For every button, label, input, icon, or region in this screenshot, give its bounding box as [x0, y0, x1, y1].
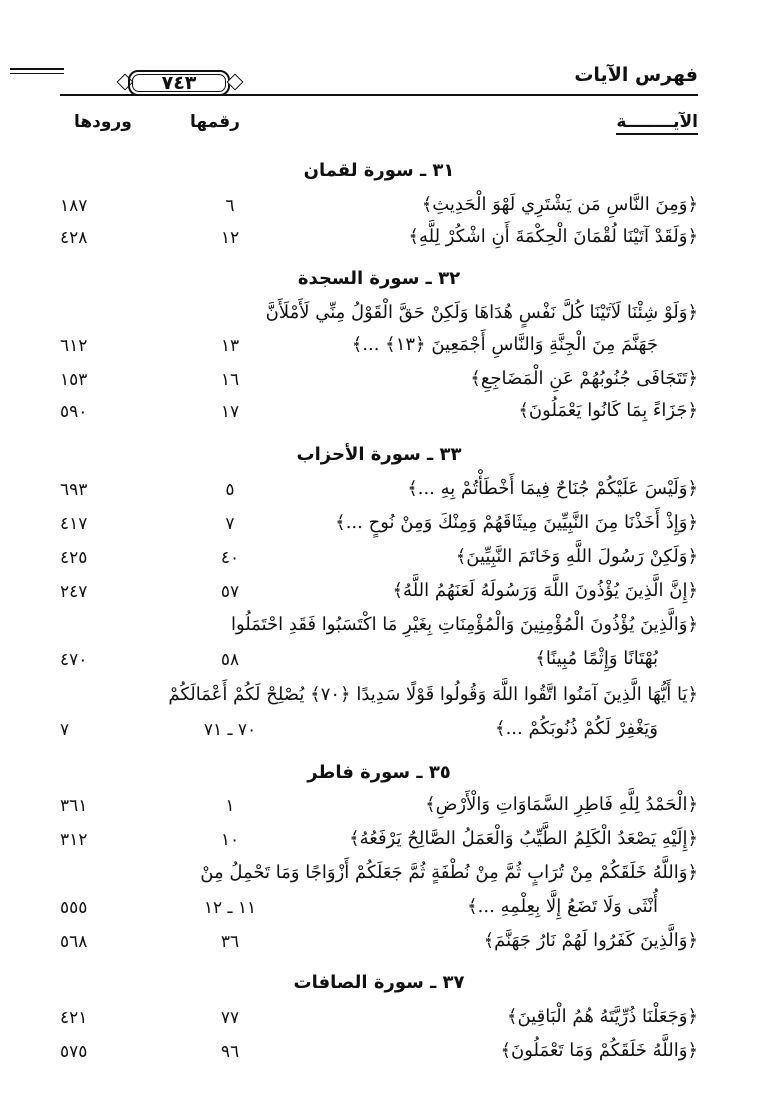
occurrence-page: ٥٩٠ [60, 402, 88, 422]
occurrence-page: ٦٩٣ [60, 480, 88, 500]
verse-number: ٥٧ [220, 582, 240, 602]
verse-text: ﴿وَلَوْ شِئْنَا لَآتَيْنَا كُلَّ نَفْسٍ هُدَاهَا وَلَكِنْ حَقَّ الْقَوْلُ مِنِّي لَأَمْلَأَنَّ [265, 302, 698, 323]
index-row [60, 1006, 698, 1036]
verse-text-continued: بُهْتَانًا وَإِثْمًا مُبِينًا﴾ [535, 648, 658, 669]
index-row [60, 226, 698, 256]
verse-text: ﴿وَمِنَ النَّاسِ مَن يَشْتَرِي لَهْوَ الْحَدِيثِ﴾ [421, 194, 698, 215]
index-row-line1 [60, 614, 698, 644]
index-row-line1 [60, 684, 698, 714]
surah-heading: ٣١ ـ سورة لقمان [303, 160, 455, 181]
occurrence-page: ٣٦١ [60, 796, 88, 816]
header-rule [60, 94, 698, 96]
verse-number: ٤٠ [220, 548, 240, 568]
index-row [60, 334, 698, 364]
verse-text-continued: جَهَنَّمَ مِنَ الْجِنَّةِ وَالنَّاسِ أَجْمَعِينَ ﴿١٣﴾ ...﴾ [351, 334, 658, 355]
verse-number: ٥٨ [220, 650, 240, 670]
verse-number: ٧٠ ـ ٧١ [203, 720, 257, 740]
page-number: ٧٤٣ [161, 72, 197, 94]
index-row [60, 194, 698, 224]
verse-number: ٥ [225, 480, 235, 500]
verse-text: ﴿وَالَّذِينَ يُؤْذُونَ الْمُؤْمِنِينَ وَالْمُؤْمِنَاتِ بِغَيْرِ مَا اكْتَسَبُوا فَقَدِ احْتَمَلُوا [230, 614, 698, 635]
occurrence-page: ١٥٣ [60, 370, 88, 390]
surah-heading: ٣٢ ـ سورة السجدة [297, 268, 461, 289]
index-row [60, 930, 698, 960]
column-head-ayah: الآيــــــــة [618, 112, 698, 132]
verse-number: ١ [225, 796, 235, 816]
occurrence-page: ٥٧٥ [60, 1042, 88, 1062]
verse-text: ﴿الْحَمْدُ لِلَّهِ فَاطِرِ السَّمَاوَاتِ وَالْأَرْضِ﴾ [425, 794, 698, 815]
verse-number: ١٧ [220, 402, 240, 422]
occurrence-page: ٢٤٧ [60, 582, 88, 602]
occurrence-page: ٥٥٥ [60, 898, 88, 918]
index-row [60, 546, 698, 576]
index-row [60, 368, 698, 398]
verse-text-continued: وَيَغْفِرْ لَكُمْ ذُنُوبَكُمْ ...﴾ [495, 718, 658, 739]
index-row [60, 1040, 698, 1070]
verse-number: ١٦ [220, 370, 240, 390]
index-row-line1 [60, 302, 698, 332]
verse-text: ﴿وَالَّذِينَ كَفَرُوا لَهُمْ نَارُ جَهَنَّمَ﴾ [483, 930, 698, 951]
occurrence-page: ٥٦٨ [60, 932, 88, 952]
index-row [60, 718, 698, 748]
index-row [60, 648, 698, 678]
column-head-occurrence: ورودها [74, 112, 132, 132]
verse-number: ١٣ [220, 336, 240, 356]
index-row-line1 [60, 862, 698, 892]
occurrence-page: ٤٢٨ [60, 228, 88, 248]
verse-text: ﴿وَاللَّهُ خَلَقَكُمْ وَمَا تَعْمَلُونَ﴾ [500, 1040, 698, 1061]
verse-text: ﴿تَتَجَافَى جُنُوبُهُمْ عَنِ الْمَضَاجِعِ﴾ [470, 368, 698, 389]
verse-number: ١٢ [220, 228, 240, 248]
header-rule-left [10, 68, 64, 77]
occurrence-page: ٤٢٥ [60, 548, 88, 568]
page-number-ornament [116, 70, 244, 96]
verse-text-continued: أُنْثَى وَلَا تَضَعُ إِلَّا بِعِلْمِهِ ...﴾ [467, 896, 658, 917]
column-head-number: رقمها [190, 112, 240, 132]
surah-heading: ٣٣ ـ سورة الأحزاب [296, 444, 462, 465]
verse-number: ٧٧ [220, 1008, 240, 1028]
verse-text: ﴿وَلَكِنْ رَسُولَ اللَّهِ وَخَاتَمَ النَّبِيِّينَ﴾ [455, 546, 698, 567]
verse-number: ٣٦ [220, 932, 240, 952]
surah-heading: ٣٧ ـ سورة الصافات [293, 972, 465, 993]
index-row [60, 896, 698, 926]
page-number-frame [128, 70, 230, 96]
surah-heading: ٣٥ ـ سورة فاطر [307, 762, 451, 783]
verse-text: ﴿وَلَقَدْ آتَيْنَا لُقْمَانَ الْحِكْمَةَ أَنِ اشْكُرْ لِلَّهِ﴾ [408, 226, 698, 247]
verse-number: ٧ [225, 514, 235, 534]
index-row [60, 400, 698, 430]
index-row [60, 828, 698, 858]
verse-number: ٦ [225, 196, 235, 216]
index-row [60, 580, 698, 610]
occurrence-page: ٧ [60, 720, 70, 740]
verse-text: ﴿وَإِذْ أَخَذْنَا مِنَ النَّبِيِّينَ مِيثَاقَهُمْ وَمِنْكَ وَمِنْ نُوحٍ ...﴾ [335, 512, 698, 533]
verse-text: ﴿جَزَاءً بِمَا كَانُوا يَعْمَلُونَ﴾ [518, 400, 698, 421]
index-row [60, 478, 698, 508]
index-row [60, 794, 698, 824]
page-header [60, 58, 698, 94]
verse-number: ١٠ [220, 830, 240, 850]
occurrence-page: ٤١٧ [60, 514, 88, 534]
verse-text: ﴿يَا أَيُّهَا الَّذِينَ آمَنُوا اتَّقُوا اللَّهَ وَقُولُوا قَوْلًا سَدِيدًا ﴿٧٠﴾ يُصْلِحْ لَكُمْ أَعْمَالَكُمْ [168, 684, 698, 705]
occurrence-page: ١٨٧ [60, 196, 88, 216]
index-row [60, 512, 698, 542]
occurrence-page: ٤٧٠ [60, 650, 88, 670]
verse-text: ﴿إِنَّ الَّذِينَ يُؤْذُونَ اللَّهَ وَرَسُولَهُ لَعَنَهُمُ اللَّهُ﴾ [392, 580, 698, 601]
page-title: فهرس الآيات [574, 64, 698, 86]
verse-number: ١١ ـ ١٢ [203, 898, 257, 918]
verse-text: ﴿إِلَيْهِ يَصْعَدُ الْكَلِمُ الطَّيِّبُ وَالْعَمَلُ الصَّالِحُ يَرْفَعُهُ﴾ [349, 828, 698, 849]
occurrence-page: ٤٢١ [60, 1008, 88, 1028]
occurrence-page: ٦١٢ [60, 336, 88, 356]
occurrence-page: ٣١٢ [60, 830, 88, 850]
verse-text: ﴿وَجَعَلْنَا ذُرِّيَّتَهُ هُمُ الْبَاقِينَ﴾ [506, 1006, 698, 1027]
verse-number: ٩٦ [220, 1042, 240, 1062]
verse-text: ﴿وَلَيْسَ عَلَيْكُمْ جُنَاحٌ فِيمَا أَخْطَأْتُمْ بِهِ ...﴾ [407, 478, 698, 499]
verse-text: ﴿وَاللَّهُ خَلَقَكُمْ مِنْ تُرَابٍ ثُمَّ مِنْ نُطْفَةٍ ثُمَّ جَعَلَكُمْ أَزْوَاجًا وَمَا تَحْمِلُ مِنْ [200, 862, 698, 883]
